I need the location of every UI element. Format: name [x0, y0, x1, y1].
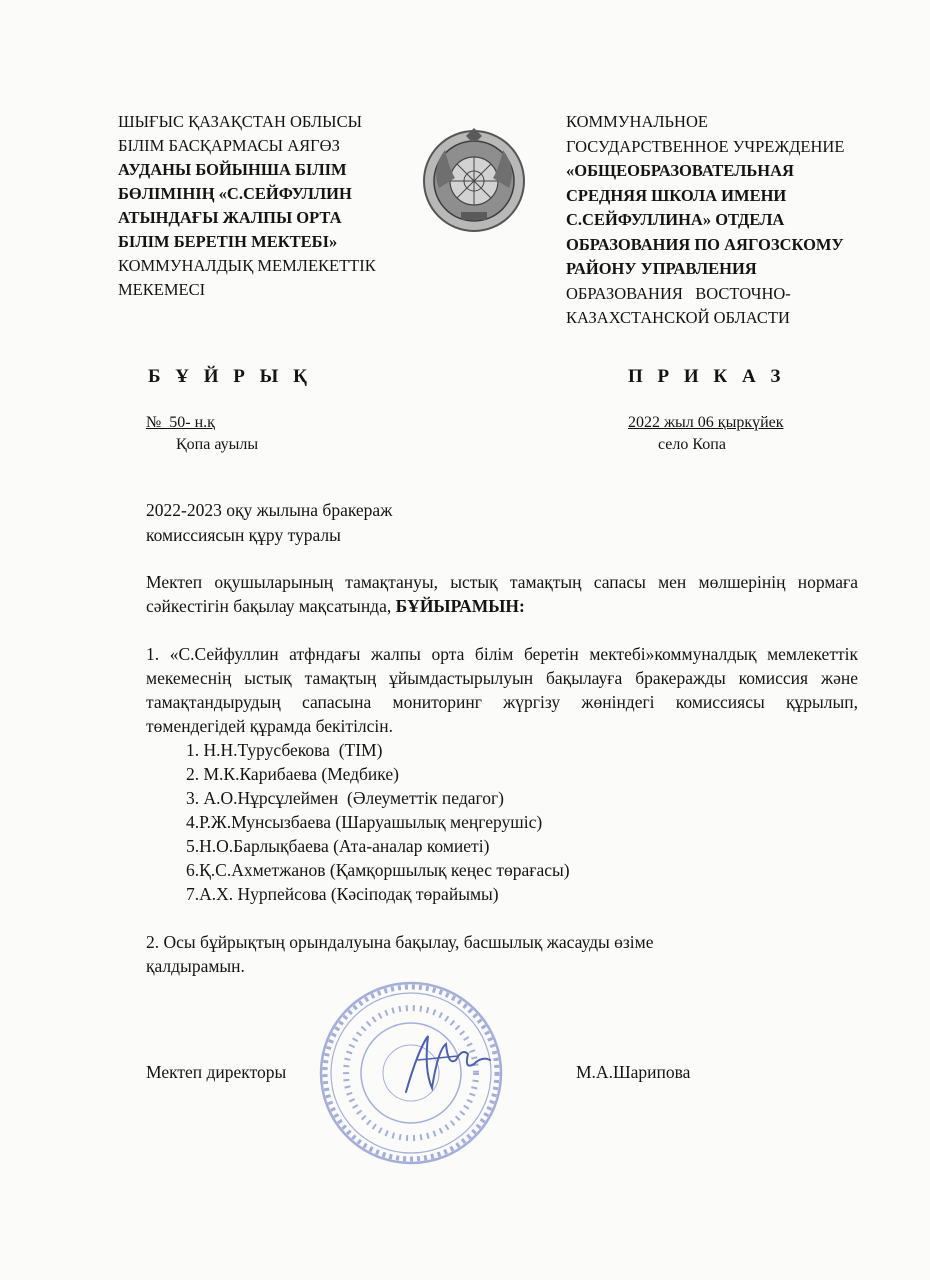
order-title-russian: П Р И К А З — [628, 366, 786, 387]
signatory-name: М.А.Шарипова — [576, 1062, 691, 1082]
village-kazakh: Қопа ауылы — [176, 436, 259, 453]
preamble-paragraph — [146, 570, 858, 618]
list-item: 6.Қ.С.Ахметжанов (Қамқоршылық кеңес төрағасы) — [186, 860, 570, 880]
header-right-line: ГОСУДАРСТВЕННОЕ УЧРЕЖДЕНИЕ — [566, 136, 845, 156]
list-item: 1. Н.Н.Турусбекова (ТІМ) — [186, 740, 383, 760]
subject-line: 2022-2023 оқу жылына бракераж — [146, 500, 393, 520]
list-item: 4.Р.Ж.Мунсызбаева (Шаруашылық меңгерушіс) — [186, 812, 543, 832]
subject-line: комиссиясын құру туралы — [146, 525, 341, 545]
header-left-line: ШЫҒЫС ҚАЗАҚСТАН ОБЛЫСЫ — [118, 112, 362, 131]
order-date: 2022 жыл 06 қыркүйек — [628, 414, 784, 431]
header-right-line: СРЕДНЯЯ ШКОЛА ИМЕНИ — [566, 185, 787, 205]
header-right-line: С.СЕЙФУЛЛИНА» ОТДЕЛА — [566, 210, 785, 229]
header-right-line: «ОБЩЕОБРАЗОВАТЕЛЬНАЯ — [566, 161, 794, 180]
list-item: 5.Н.О.Барлықбаева (Ата-аналар комиеті) — [186, 836, 490, 856]
header-left-line: МЕКЕМЕСІ — [118, 280, 206, 299]
header-left-line: БІЛІМ БАСҚАРМАСЫ АЯГӨЗ — [118, 136, 340, 155]
header-left-line: АТЫНДАҒЫ ЖАЛПЫ ОРТА — [118, 208, 342, 227]
list-item: 2. М.К.Карибаева (Медбике) — [186, 764, 399, 784]
header-right-line: ОБРАЗОВАНИЯ ПО АЯГОЗСКОМУ — [566, 234, 844, 254]
header-kazakh — [118, 110, 418, 302]
signature-icon — [398, 1030, 498, 1100]
header-right-line: ОБРАЗОВАНИЯ ВОСТОЧНО- — [566, 283, 791, 303]
header-left-line: КОММУНАЛДЫҚ МЕМЛЕКЕТТІК — [118, 256, 376, 275]
preamble-text: Мектеп оқушыларының тамақтануы, ыстық тамақтың сапасы мен мөлшерінің нормаға сәйкестігін бақылау мақсатында, — [146, 572, 858, 616]
village-russian: село Копа — [658, 436, 726, 453]
order-title-kazakh: Б Ұ Й Р Ы Қ — [148, 366, 312, 387]
list-item: 3. А.О.Нұрсұлеймен (Әлеуметтік педагог) — [186, 788, 504, 808]
order-body — [146, 570, 858, 978]
order-subject — [146, 498, 392, 548]
header-russian — [566, 110, 896, 331]
header-left-line: БІЛІМ БЕРЕТІН МЕКТЕБІ» — [118, 232, 338, 251]
list-item: 7.А.Х. Нурпейсова (Кәсіподақ төрайымы) — [186, 884, 499, 904]
commission-members-list — [146, 738, 858, 906]
order-number: № 50- н.қ — [146, 414, 215, 431]
header-left-line: БӨЛІМІНІҢ «С.СЕЙФУЛЛИН — [118, 184, 352, 203]
header-left-line: АУДАНЫ БОЙЫНША БІЛІМ — [118, 160, 347, 179]
item-1-paragraph: 1. «С.Сейфуллин атфндағы жалпы орта білім беретін мектебі»коммуналдық мемлекеттік мекемеснің ыстық тамақтың ұйымдастырылуын бақылауға бракеражды комиссия және тамақтандырудың сапасына мониторинг жүргізу жөніндегі комиссиясы құрылып, төмендегідей құрамда бекітілсін. — [146, 644, 858, 736]
signature-label: Мектеп директоры — [146, 1062, 287, 1082]
header-right-line: КОММУНАЛЬНОЕ — [566, 112, 708, 131]
header-right-line: РАЙОНУ УПРАВЛЕНИЯ — [566, 259, 757, 278]
header-right-line: КАЗАХСТАНСКОЙ ОБЛАСТИ — [566, 308, 790, 327]
item-2-line: 2. Осы бұйрықтың орындалуына бақылау, басшылық жасауды өзіме — [146, 932, 654, 952]
preamble-strong: БҰЙЫРАМЫН: — [395, 596, 525, 616]
state-emblem-icon — [421, 128, 527, 234]
item-2-line: қалдырамын. — [146, 956, 245, 976]
